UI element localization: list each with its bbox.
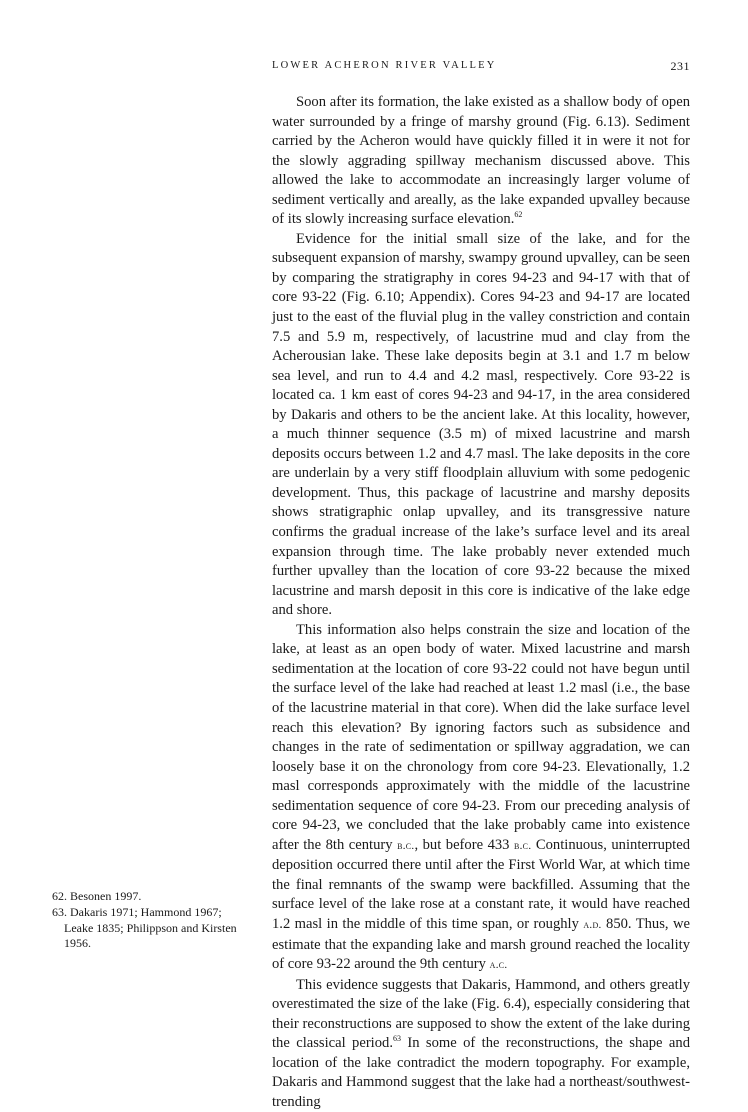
footnote-text: Besonen 1997. <box>70 889 142 903</box>
paragraph-text: Soon after its formation, the lake existed as a shallow body of open water surrounded by a fringe of marshy ground (Fig. 6.13). Sediment carried by the Acheron would have quickly filled it in were it not for the slowly aggrading spillway mechanism discussed above. This allowed the lake to accommodate an increasingly larger volume of sediment vertically and areally, as the lake expanded upvalley because of its slowly increasing surface elevation. <box>272 94 690 228</box>
paragraph-3 <box>272 621 690 976</box>
paragraph-text: Evidence for the initial small size of the lake, and for the subsequent expansion of marshy, swampy ground upvalley, can be seen by comparing the stratigraphy in cores 94-23 and 94-17 with that of core 93-22 (Fig. 6.10; Appendix). Cores 94-23 and 94-17 are located just to the east of the fluvial plug in the valley constriction and contain 7.5 and 5.9 m, respectively, of lacustrine mud and clay from the Acherousian lake. These lake deposits begin at 3.1 and 1.7 m below sea level, and run to 4.4 and 4.2 masl, respectively. Core 93-22 is located ca. 1 km east of cores 94-23 and 94-17, in the area considered by Dakaris and others to be the ancient lake. At this locality, however, a much thinner sequence (3.5 m) of mixed lacustrine and marsh deposits occurs between 1.2 and 4.7 masl. The lake deposits in the core are underlain by a very stiff floodplain alluvium with some pedogenic development. Thus, this package of lacustrine and marshy deposits shows stratigraphic onlap upvalley, and its transgressive nature confirms the gradual increase of the lake’s surface level and its areal expansion through time. The lake probably never extended much further upvalley than the location of core 93-22 because the mixed lacustrine and marsh deposit in this core is indicative of the lake edge and shore. <box>272 230 690 619</box>
footnote-text: Dakaris 1971; Hammond 1967; Leake 1835; Philippson and Kirsten 1956. <box>64 904 237 951</box>
footnote-63 <box>52 905 252 952</box>
era-abbreviation: a.c. <box>489 959 508 972</box>
paragraph-2 <box>272 230 690 621</box>
footnote-ref-63: 63 <box>392 1034 401 1044</box>
paragraph-text: 850. Thus, we estimate that the expanding lake and marsh ground reached the locality of core 93-22 around the 9th century <box>272 915 690 973</box>
running-head <box>272 60 690 74</box>
era-abbreviation: b.c. <box>397 839 415 852</box>
paragraph-text: , but before 433 <box>414 836 514 853</box>
footnote-number: 62. <box>52 889 67 903</box>
footnote-ref-62: 62 <box>514 210 523 220</box>
page-number: 231 <box>670 59 690 73</box>
era-abbreviation: a.d. <box>583 918 602 931</box>
footnote-62 <box>52 889 252 905</box>
paragraph-text: Continuous, uninterrupted deposition occurred there until after the First World War, at which time the final remnants of the swamp were backfilled. Assuming that the surface level of the lake rose at a constant rate, it would have reached 1.2 masl in the middle of this time span, or roughly <box>272 836 690 932</box>
paragraph-4 <box>272 976 690 1112</box>
paragraph-text: This information also helps constrain the size and location of the lake, at least as an open body of water. Mixed lacustrine and marsh sedimentation at the location of core 93-22 could not have begun until the surface level of the lake had reached at least 1.2 masl (i.e., the base of the lacustrine material in that core). When did the lake surface level reach this elevation? By ignoring factors such as subsidence and changes in the rate of sedimentation or spillway aggradation, we can loosely base it on the chronology from core 94-23. Elevationally, 1.2 masl corresponds approximately with the middle of the lacustrine sedimentation sequence of core 94-23. From our preceding analysis of core 94-23, we concluded that the lake probably came into existence after the 8th century <box>272 621 690 853</box>
paragraph-text: In some of the reconstructions, the shape and location of the lake contradict the modern topography. For example, Dakaris and Hammond suggest that the lake had a northeast/southwest-trending <box>272 1035 690 1110</box>
footnotes <box>52 889 252 952</box>
body-text <box>272 93 690 1112</box>
running-title: LOWER ACHERON RIVER VALLEY <box>272 60 497 71</box>
paragraph-1 <box>272 93 690 230</box>
paragraph-text: This evidence suggests that Dakaris, Hammond, and others greatly overestimated the size of the lake (Fig. 6.4), especially considering that their reconstructions are supposed to show the extent of the lake during the classical period. <box>272 976 690 1052</box>
era-abbreviation: b.c. <box>514 839 532 852</box>
footnote-number: 63. <box>52 904 67 919</box>
